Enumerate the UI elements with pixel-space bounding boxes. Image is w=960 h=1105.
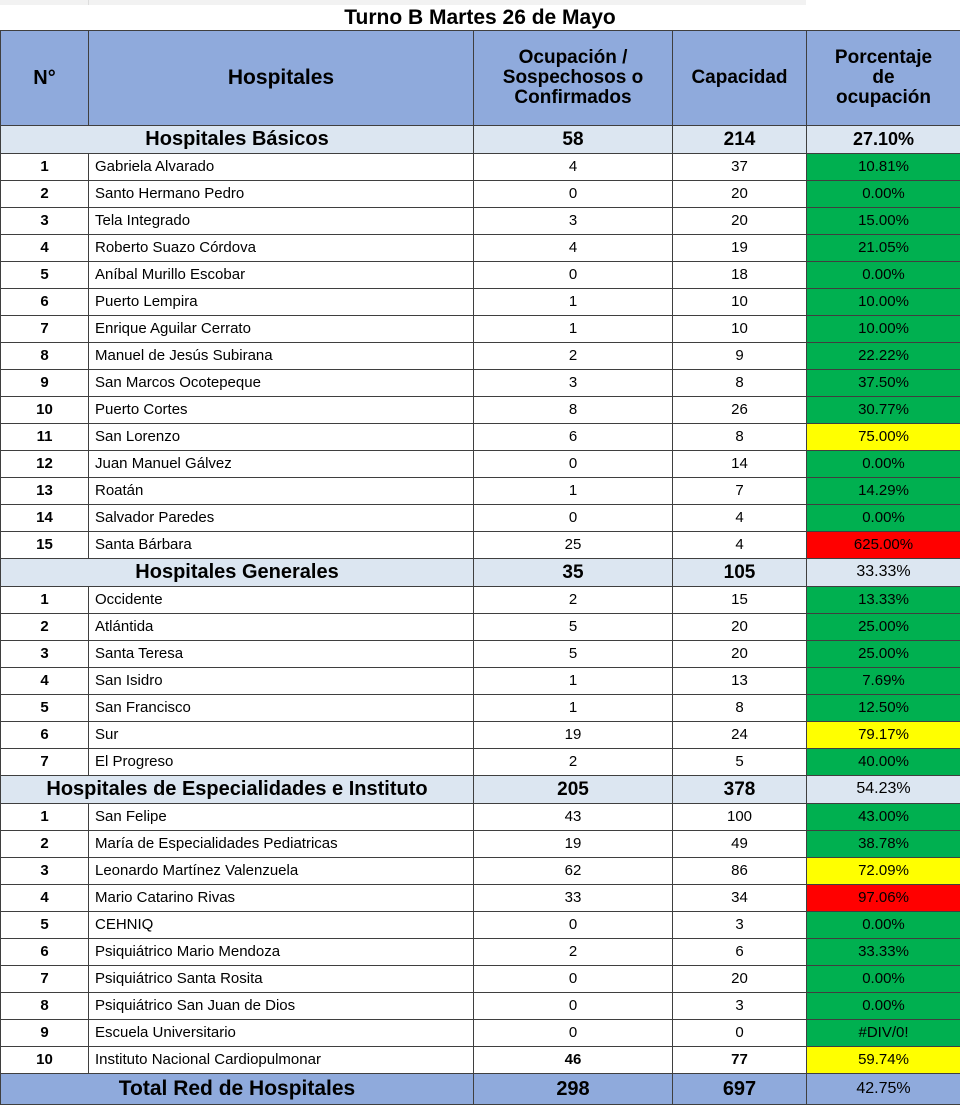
hospital-capacity: 26 bbox=[673, 397, 807, 424]
hospital-name: Atlántida bbox=[89, 614, 474, 641]
row-number: 1 bbox=[1, 804, 89, 831]
hospital-name: Santa Teresa bbox=[89, 641, 474, 668]
row-number: 4 bbox=[1, 668, 89, 695]
hospital-occupancy-percent: 21.05% bbox=[807, 235, 960, 262]
table-row bbox=[1, 858, 960, 885]
hospital-occupancy: 0 bbox=[474, 1020, 673, 1047]
table-row bbox=[1, 397, 960, 424]
hospital-occupancy-percent: 13.33% bbox=[807, 587, 960, 614]
hospital-occupancy-percent: 12.50% bbox=[807, 695, 960, 722]
hospital-occupancy-percent: 30.77% bbox=[807, 397, 960, 424]
hospital-capacity: 37 bbox=[673, 154, 807, 181]
hospital-occupancy: 3 bbox=[474, 208, 673, 235]
row-number: 10 bbox=[1, 1047, 89, 1074]
table-body bbox=[1, 126, 960, 1074]
hospital-capacity: 3 bbox=[673, 912, 807, 939]
hospital-occupancy-percent: 0.00% bbox=[807, 966, 960, 993]
hospital-name: Tela Integrado bbox=[89, 208, 474, 235]
table-row bbox=[1, 235, 960, 262]
hospital-capacity: 10 bbox=[673, 289, 807, 316]
column-header-percent-line-3: ocupación bbox=[835, 86, 931, 108]
table-row bbox=[1, 181, 960, 208]
table-row bbox=[1, 587, 960, 614]
hospital-occupancy: 8 bbox=[474, 397, 673, 424]
hospital-occupancy: 46 bbox=[474, 1047, 673, 1074]
hospital-occupancy-percent: 38.78% bbox=[807, 831, 960, 858]
hospital-name: Psiquiátrico San Juan de Dios bbox=[89, 993, 474, 1020]
row-number: 6 bbox=[1, 289, 89, 316]
hospital-name: María de Especialidades Pediatricas bbox=[89, 831, 474, 858]
hospital-occupancy: 0 bbox=[474, 993, 673, 1020]
hospital-name: El Progreso bbox=[89, 749, 474, 776]
hospital-occupancy-percent: 25.00% bbox=[807, 614, 960, 641]
hospital-capacity: 20 bbox=[673, 966, 807, 993]
hospital-name: Instituto Nacional Cardiopulmonar bbox=[89, 1047, 474, 1074]
hospital-occupancy-percent: 7.69% bbox=[807, 668, 960, 695]
table-row bbox=[1, 695, 960, 722]
hospital-name: San Isidro bbox=[89, 668, 474, 695]
hospital-capacity: 20 bbox=[673, 208, 807, 235]
row-number: 7 bbox=[1, 749, 89, 776]
row-number: 7 bbox=[1, 966, 89, 993]
hospital-occupancy-percent: 10.00% bbox=[807, 289, 960, 316]
column-header-occupancy bbox=[474, 31, 673, 126]
hospital-name: Santa Bárbara bbox=[89, 532, 474, 559]
column-header-percent-line-1: Porcentaje bbox=[834, 47, 933, 69]
hospital-name: Mario Catarino Rivas bbox=[89, 885, 474, 912]
section-capacity: 378 bbox=[673, 776, 807, 804]
hospital-capacity: 8 bbox=[673, 695, 807, 722]
hospital-occupancy-percent: 97.06% bbox=[807, 885, 960, 912]
hospital-occupancy: 19 bbox=[474, 722, 673, 749]
table-row bbox=[1, 912, 960, 939]
hospital-occupancy-percent: 25.00% bbox=[807, 641, 960, 668]
hospital-occupancy-percent: 0.00% bbox=[807, 181, 960, 208]
hospital-occupancy: 1 bbox=[474, 668, 673, 695]
table-row bbox=[1, 831, 960, 858]
section-label: Hospitales Generales bbox=[1, 559, 474, 587]
hospital-capacity: 0 bbox=[673, 1020, 807, 1047]
row-number: 9 bbox=[1, 1020, 89, 1047]
table-row bbox=[1, 993, 960, 1020]
hospital-occupancy-percent: 43.00% bbox=[807, 804, 960, 831]
hospital-occupancy: 43 bbox=[474, 804, 673, 831]
hospital-occupancy: 3 bbox=[474, 370, 673, 397]
hospital-occupancy: 2 bbox=[474, 749, 673, 776]
hospital-occupancy: 2 bbox=[474, 587, 673, 614]
row-number: 5 bbox=[1, 695, 89, 722]
hospital-capacity: 86 bbox=[673, 858, 807, 885]
hospital-capacity: 14 bbox=[673, 451, 807, 478]
table-footer bbox=[1, 1074, 960, 1105]
hospital-occupancy: 0 bbox=[474, 966, 673, 993]
hospital-name: Santo Hermano Pedro bbox=[89, 181, 474, 208]
table-row bbox=[1, 289, 960, 316]
table-header bbox=[1, 31, 960, 126]
section-occupancy: 205 bbox=[474, 776, 673, 804]
row-number: 3 bbox=[1, 641, 89, 668]
hospital-name: Roatán bbox=[89, 478, 474, 505]
hospital-occupancy-percent: 37.50% bbox=[807, 370, 960, 397]
hospital-occupancy: 33 bbox=[474, 885, 673, 912]
row-number: 5 bbox=[1, 912, 89, 939]
row-number: 6 bbox=[1, 939, 89, 966]
hospital-occupancy: 4 bbox=[474, 154, 673, 181]
hospital-occupancy: 0 bbox=[474, 181, 673, 208]
section-capacity: 105 bbox=[673, 559, 807, 587]
table-row bbox=[1, 424, 960, 451]
row-number: 2 bbox=[1, 181, 89, 208]
row-number: 14 bbox=[1, 505, 89, 532]
hospital-occupancy: 5 bbox=[474, 614, 673, 641]
hospital-name: San Francisco bbox=[89, 695, 474, 722]
hospital-occupancy-table bbox=[0, 30, 960, 1105]
section-capacity: 214 bbox=[673, 126, 807, 154]
hospital-occupancy-percent: 15.00% bbox=[807, 208, 960, 235]
hospital-occupancy: 6 bbox=[474, 424, 673, 451]
table-row bbox=[1, 154, 960, 181]
total-row bbox=[1, 1074, 960, 1105]
column-header-percent-line-2: de bbox=[872, 67, 895, 89]
table-row bbox=[1, 614, 960, 641]
hospital-name: San Felipe bbox=[89, 804, 474, 831]
table-row bbox=[1, 722, 960, 749]
hospital-occupancy: 19 bbox=[474, 831, 673, 858]
hospital-occupancy-percent: 10.00% bbox=[807, 316, 960, 343]
hospital-capacity: 24 bbox=[673, 722, 807, 749]
row-number: 10 bbox=[1, 397, 89, 424]
hospital-occupancy: 1 bbox=[474, 316, 673, 343]
hospital-occupancy-percent: 79.17% bbox=[807, 722, 960, 749]
row-number: 12 bbox=[1, 451, 89, 478]
hospital-occupancy: 0 bbox=[474, 451, 673, 478]
header-row bbox=[1, 31, 960, 126]
table-row bbox=[1, 532, 960, 559]
row-number: 7 bbox=[1, 316, 89, 343]
row-number: 1 bbox=[1, 587, 89, 614]
column-header-hospitals: Hospitales bbox=[89, 31, 474, 126]
hospital-capacity: 49 bbox=[673, 831, 807, 858]
hospital-name: Aníbal Murillo Escobar bbox=[89, 262, 474, 289]
hospital-occupancy-percent: 0.00% bbox=[807, 451, 960, 478]
row-number: 4 bbox=[1, 235, 89, 262]
total-label: Total Red de Hospitales bbox=[1, 1074, 474, 1105]
hospital-occupancy: 25 bbox=[474, 532, 673, 559]
row-number: 8 bbox=[1, 343, 89, 370]
row-number: 6 bbox=[1, 722, 89, 749]
hospital-occupancy-percent: 14.29% bbox=[807, 478, 960, 505]
row-number: 9 bbox=[1, 370, 89, 397]
hospital-occupancy-percent: 40.00% bbox=[807, 749, 960, 776]
table-row bbox=[1, 478, 960, 505]
hospital-occupancy-percent: 75.00% bbox=[807, 424, 960, 451]
table-row bbox=[1, 451, 960, 478]
hospital-capacity: 20 bbox=[673, 181, 807, 208]
hospital-capacity: 5 bbox=[673, 749, 807, 776]
hospital-occupancy-percent: 0.00% bbox=[807, 993, 960, 1020]
row-number: 2 bbox=[1, 614, 89, 641]
hospital-name: Psiquiátrico Mario Mendoza bbox=[89, 939, 474, 966]
table-row bbox=[1, 262, 960, 289]
hospital-occupancy-percent: 10.81% bbox=[807, 154, 960, 181]
hospital-name: Puerto Cortes bbox=[89, 397, 474, 424]
hospital-name: Leonardo Martínez Valenzuela bbox=[89, 858, 474, 885]
table-row bbox=[1, 966, 960, 993]
hospital-occupancy: 0 bbox=[474, 912, 673, 939]
row-number: 8 bbox=[1, 993, 89, 1020]
section-occupancy: 35 bbox=[474, 559, 673, 587]
hospital-capacity: 8 bbox=[673, 424, 807, 451]
hospital-name: San Marcos Ocotepeque bbox=[89, 370, 474, 397]
hospital-capacity: 4 bbox=[673, 532, 807, 559]
column-header-number: N° bbox=[1, 31, 89, 126]
column-header-occupancy-line-3: Confirmados bbox=[514, 86, 632, 108]
hospital-occupancy: 2 bbox=[474, 939, 673, 966]
table-row bbox=[1, 1020, 960, 1047]
column-header-percent bbox=[807, 31, 960, 126]
hospital-occupancy-percent: 59.74% bbox=[807, 1047, 960, 1074]
table-row bbox=[1, 316, 960, 343]
hospital-capacity: 10 bbox=[673, 316, 807, 343]
row-number: 15 bbox=[1, 532, 89, 559]
hospital-name: Manuel de Jesús Subirana bbox=[89, 343, 474, 370]
section-subtotal-row bbox=[1, 776, 960, 804]
total-capacity: 697 bbox=[673, 1074, 807, 1105]
hospital-name: Occidente bbox=[89, 587, 474, 614]
table-row bbox=[1, 370, 960, 397]
table-row bbox=[1, 641, 960, 668]
hospital-capacity: 15 bbox=[673, 587, 807, 614]
table-row bbox=[1, 749, 960, 776]
hospital-name: San Lorenzo bbox=[89, 424, 474, 451]
hospital-capacity: 13 bbox=[673, 668, 807, 695]
hospital-capacity: 77 bbox=[673, 1047, 807, 1074]
section-subtotal-row bbox=[1, 559, 960, 587]
total-percent: 42.75% bbox=[807, 1074, 960, 1105]
table-row bbox=[1, 208, 960, 235]
section-label: Hospitales Básicos bbox=[1, 126, 474, 154]
section-subtotal-row bbox=[1, 126, 960, 154]
table-row bbox=[1, 885, 960, 912]
hospital-occupancy-percent: 0.00% bbox=[807, 505, 960, 532]
hospital-occupancy-percent: 72.09% bbox=[807, 858, 960, 885]
hospital-capacity: 7 bbox=[673, 478, 807, 505]
row-number: 4 bbox=[1, 885, 89, 912]
hospital-name: Psiquiátrico Santa Rosita bbox=[89, 966, 474, 993]
hospital-name: Enrique Aguilar Cerrato bbox=[89, 316, 474, 343]
section-percent: 33.33% bbox=[807, 559, 960, 587]
row-number: 3 bbox=[1, 858, 89, 885]
table-row bbox=[1, 1047, 960, 1074]
hospital-capacity: 3 bbox=[673, 993, 807, 1020]
row-number: 1 bbox=[1, 154, 89, 181]
hospital-capacity: 18 bbox=[673, 262, 807, 289]
hospital-capacity: 6 bbox=[673, 939, 807, 966]
column-header-occupancy-line-1: Ocupación / bbox=[518, 47, 628, 69]
section-percent: 54.23% bbox=[807, 776, 960, 804]
hospital-occupancy-percent: 33.33% bbox=[807, 939, 960, 966]
hospital-occupancy: 2 bbox=[474, 343, 673, 370]
row-number: 11 bbox=[1, 424, 89, 451]
hospital-occupancy: 62 bbox=[474, 858, 673, 885]
row-number: 13 bbox=[1, 478, 89, 505]
hospital-name: Salvador Paredes bbox=[89, 505, 474, 532]
table-row bbox=[1, 343, 960, 370]
hospital-occupancy: 0 bbox=[474, 262, 673, 289]
hospital-capacity: 34 bbox=[673, 885, 807, 912]
hospital-capacity: 100 bbox=[673, 804, 807, 831]
section-label: Hospitales de Especialidades e Instituto bbox=[1, 776, 474, 804]
hospital-name: CEHNIQ bbox=[89, 912, 474, 939]
table-row bbox=[1, 668, 960, 695]
hospital-capacity: 9 bbox=[673, 343, 807, 370]
hospital-capacity: 4 bbox=[673, 505, 807, 532]
hospital-occupancy: 0 bbox=[474, 505, 673, 532]
table-row bbox=[1, 505, 960, 532]
hospital-name: Puerto Lempira bbox=[89, 289, 474, 316]
hospital-capacity: 20 bbox=[673, 641, 807, 668]
page-title: Turno B Martes 26 de Mayo bbox=[0, 5, 960, 30]
hospital-capacity: 8 bbox=[673, 370, 807, 397]
hospital-occupancy: 4 bbox=[474, 235, 673, 262]
table-row bbox=[1, 939, 960, 966]
section-percent: 27.10% bbox=[807, 126, 960, 154]
hospital-capacity: 19 bbox=[673, 235, 807, 262]
hospital-name: Escuela Universitario bbox=[89, 1020, 474, 1047]
hospital-name: Juan Manuel Gálvez bbox=[89, 451, 474, 478]
hospital-occupancy: 5 bbox=[474, 641, 673, 668]
hospital-occupancy-percent: 0.00% bbox=[807, 912, 960, 939]
hospital-name: Roberto Suazo Córdova bbox=[89, 235, 474, 262]
hospital-occupancy: 1 bbox=[474, 695, 673, 722]
row-number: 3 bbox=[1, 208, 89, 235]
column-header-occupancy-line-2: Sospechosos o bbox=[502, 67, 644, 89]
row-number: 2 bbox=[1, 831, 89, 858]
hospital-capacity: 20 bbox=[673, 614, 807, 641]
hospital-occupancy-percent: 625.00% bbox=[807, 532, 960, 559]
hospital-name: Gabriela Alvarado bbox=[89, 154, 474, 181]
column-header-capacity: Capacidad bbox=[673, 31, 807, 126]
hospital-name: Sur bbox=[89, 722, 474, 749]
hospital-occupancy: 1 bbox=[474, 478, 673, 505]
total-occupancy: 298 bbox=[474, 1074, 673, 1105]
hospital-occupancy-percent: 22.22% bbox=[807, 343, 960, 370]
section-occupancy: 58 bbox=[474, 126, 673, 154]
table-row bbox=[1, 804, 960, 831]
hospital-occupancy-percent: 0.00% bbox=[807, 262, 960, 289]
hospital-occupancy-percent: #DIV/0! bbox=[807, 1020, 960, 1047]
hospital-occupancy: 1 bbox=[474, 289, 673, 316]
row-number: 5 bbox=[1, 262, 89, 289]
